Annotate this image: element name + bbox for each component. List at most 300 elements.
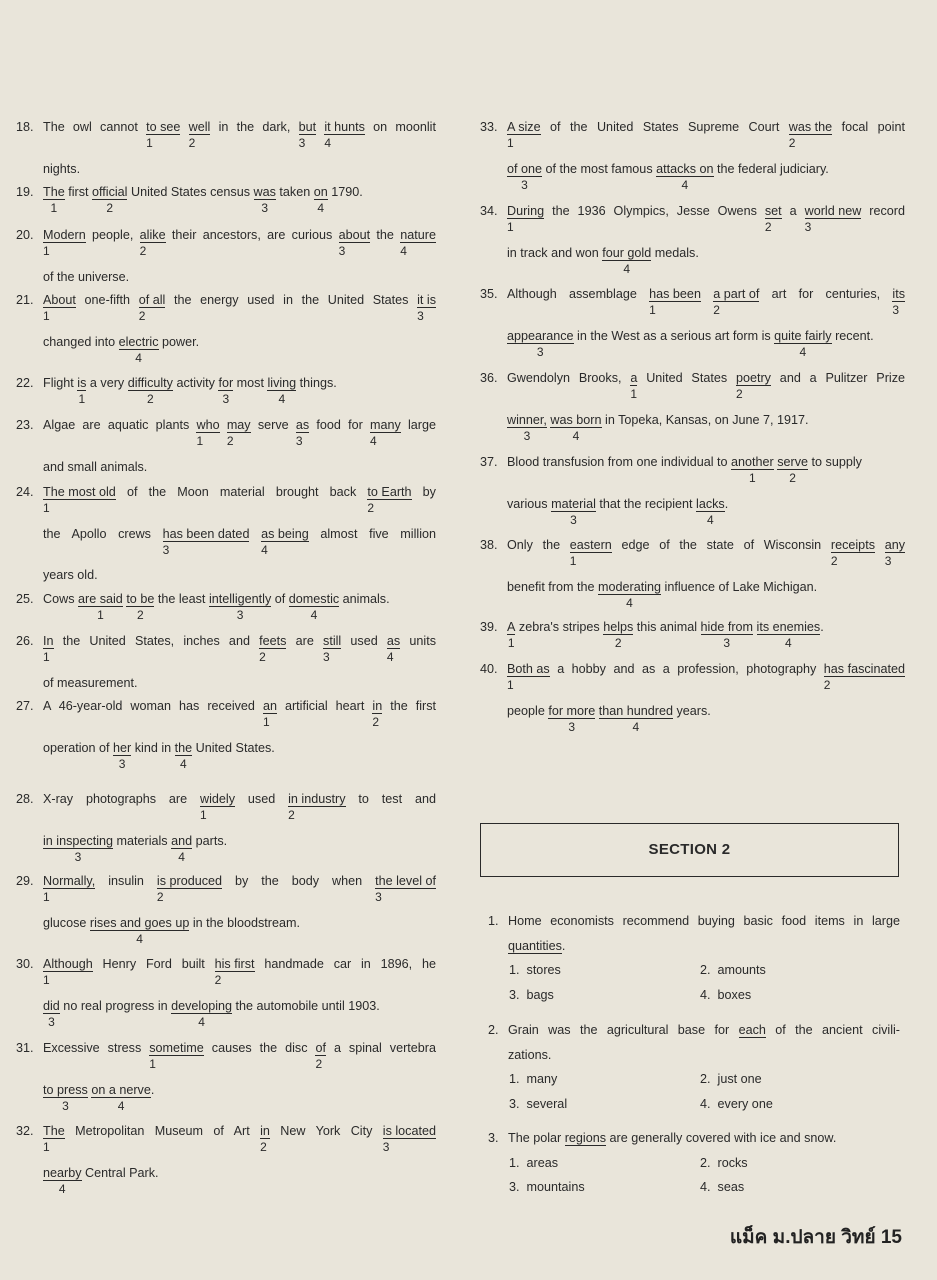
option-number: 4.	[700, 1096, 711, 1111]
question-number: 26.	[16, 634, 34, 648]
choice-text: as	[295, 418, 310, 432]
question-line	[43, 185, 436, 215]
underlined-choice	[603, 620, 634, 650]
choice-text: as being	[261, 526, 309, 541]
choice-number: 3	[884, 554, 892, 568]
choice-text: on	[313, 185, 328, 199]
choice-number: 3	[521, 177, 528, 192]
choice-text: winner,	[507, 412, 547, 427]
underlined-choice	[598, 579, 662, 610]
choice-text: did	[43, 998, 60, 1013]
sentence-text: the	[370, 228, 401, 242]
option-text: several	[526, 1096, 568, 1111]
choice-number: 1	[649, 303, 656, 317]
sentence-text: people,	[85, 228, 140, 242]
choice-number: 2	[288, 808, 295, 822]
choice-number: 4	[178, 849, 185, 864]
sentence-text: by	[411, 485, 436, 499]
sentence-text: of measurement.	[43, 675, 138, 690]
sentence-text	[701, 287, 713, 301]
underlined-choice	[735, 371, 771, 401]
sentence-text: Although assemblage	[507, 287, 650, 301]
choice-number: 3	[536, 344, 544, 359]
question-line	[43, 699, 437, 729]
option-number: 4.	[700, 987, 711, 1002]
sentence-text: are	[286, 634, 324, 648]
choice-number: 4	[117, 1098, 125, 1113]
sentence-text: Henry Ford built	[92, 957, 215, 971]
answer-option[interactable]	[509, 1156, 558, 1170]
option-number: 3.	[509, 1180, 520, 1194]
choice-number: 4	[317, 201, 325, 215]
sentence-text: artificial heart	[276, 699, 373, 713]
sentence-text: years old.	[43, 568, 98, 582]
choice-text: developing	[171, 998, 233, 1013]
question-line	[43, 915, 436, 946]
choice-number: 3	[118, 756, 126, 771]
sentence-text: 1790.	[327, 185, 363, 199]
choice-number: 3	[892, 303, 900, 317]
choice-number: 1	[262, 715, 270, 729]
sentence-text: serve	[250, 418, 296, 432]
question-number: 36.	[480, 371, 498, 385]
choice-text: a	[630, 371, 638, 385]
underlined-choice	[43, 1165, 82, 1196]
sentence-text: a spinal vertebra	[326, 1041, 437, 1055]
question-line	[507, 579, 905, 610]
choice-number: 2	[259, 650, 266, 664]
sentence-text: Gwendolyn Brooks,	[507, 371, 631, 385]
choice-text: eastern	[569, 538, 612, 552]
sentence-text: A 46-year-old woman has received	[43, 699, 263, 713]
underlined-choice	[43, 485, 116, 515]
question-number: 39.	[480, 620, 498, 634]
underlined-choice	[43, 998, 60, 1029]
underlined-choice	[43, 833, 114, 864]
underlined-choice	[507, 328, 574, 359]
underlined-choice	[174, 740, 193, 771]
underlined-choice	[713, 287, 760, 317]
answer-option[interactable]	[700, 963, 766, 977]
sentence-text: the 1936 Olympics, Jesse Owens	[544, 204, 765, 218]
sentence-text: New York City	[269, 1124, 383, 1138]
question-line	[507, 412, 905, 443]
sentence-text: .	[561, 938, 566, 953]
answer-option[interactable]	[700, 1180, 744, 1194]
question-number: 34.	[480, 204, 498, 218]
underlined-choice	[324, 120, 365, 150]
sentence-text: and a Pulitzer Prize	[770, 371, 905, 385]
choice-text: a part of	[713, 287, 760, 301]
question-line	[507, 161, 905, 192]
answer-option[interactable]	[700, 1072, 762, 1086]
question-line	[508, 1048, 900, 1062]
sentence-text: edge of the state of Wisconsin	[611, 538, 831, 552]
sentence-text: this animal	[633, 620, 701, 634]
choice-text: in	[260, 1124, 270, 1138]
option-text: every one	[717, 1096, 773, 1111]
sentence-text: taken	[275, 185, 314, 199]
choice-number: 2	[146, 392, 154, 406]
sentence-text: the least	[154, 592, 209, 606]
question-line	[508, 914, 900, 928]
answer-option[interactable]	[700, 988, 751, 1002]
underlined-choice	[260, 1124, 270, 1154]
sentence-text: .	[724, 496, 729, 511]
choice-text: may	[226, 418, 251, 432]
question-line	[508, 1131, 900, 1146]
sentence-text: .	[150, 1082, 155, 1097]
option-text: stores	[526, 963, 561, 977]
sentence-text: art for centuries,	[759, 287, 893, 301]
question-line	[43, 998, 436, 1029]
choice-number: 1	[78, 392, 86, 406]
sentence-text: no real progress in	[59, 998, 172, 1013]
choice-number: 4	[369, 434, 377, 448]
sentence-text: of the Moon material brought back	[115, 485, 368, 499]
question-line	[43, 568, 436, 582]
choice-number: 4	[623, 261, 631, 276]
underlined-choice	[259, 634, 287, 664]
section-2-header-box	[480, 823, 899, 877]
choice-text: has been	[649, 287, 701, 301]
question-number: 33.	[480, 120, 498, 134]
sentence-text: in the bloodstream.	[189, 915, 300, 930]
choice-text: to see	[146, 120, 181, 134]
choice-text: still	[323, 634, 342, 648]
sentence-text: people	[507, 703, 549, 718]
question-line	[507, 662, 905, 692]
choice-text: in	[372, 699, 383, 713]
sentence-text: zations.	[508, 1047, 552, 1062]
sentence-text: operation of	[43, 740, 114, 755]
underlined-choice	[43, 874, 96, 904]
answer-option[interactable]	[509, 1097, 567, 1111]
choice-number: 3	[62, 1098, 69, 1113]
underlined-choice	[598, 703, 673, 734]
choice-text: hide from	[700, 620, 754, 634]
answer-option[interactable]	[700, 1097, 773, 1111]
choice-text: is produced	[156, 874, 223, 888]
underlined-choice	[830, 538, 875, 568]
choice-number: 2	[764, 220, 772, 234]
sentence-text: almost five million	[308, 526, 436, 541]
question-line	[43, 957, 436, 987]
choice-number: 1	[43, 244, 50, 258]
choice-number: 2	[735, 387, 743, 401]
question-line	[43, 526, 436, 557]
answer-option[interactable]	[509, 988, 554, 1002]
underlined-choice	[298, 120, 317, 150]
question-line	[43, 1124, 436, 1154]
question-line	[43, 228, 436, 258]
question-line	[43, 634, 437, 664]
underlined-choice	[367, 485, 412, 515]
question-line	[507, 703, 905, 734]
underlined-choice	[313, 185, 328, 215]
question-number: 35.	[480, 287, 498, 301]
choice-text: has been dated	[162, 526, 250, 541]
sentence-text	[316, 120, 324, 134]
choice-number: 4	[799, 344, 807, 359]
sentence-text: used	[235, 792, 289, 806]
choice-text: rises and goes up	[89, 915, 190, 930]
sentence-text: used	[341, 634, 387, 648]
choice-text: quite fairly	[774, 328, 832, 343]
answer-option[interactable]	[509, 1072, 557, 1086]
choice-text: an	[262, 699, 277, 713]
answer-option[interactable]	[700, 1156, 748, 1170]
sentence-text: Blood transfusion from one individual to	[507, 455, 732, 469]
choice-text: A	[507, 620, 516, 634]
choice-text: About	[43, 293, 76, 307]
choice-number: 4	[261, 542, 268, 557]
choice-number: 3	[261, 201, 269, 215]
choice-number: 1	[196, 434, 204, 448]
sentence-text: in the dark,	[210, 120, 299, 134]
choice-number: 4	[785, 636, 792, 650]
sentence-text: medals.	[651, 245, 699, 260]
choice-text: quantities	[508, 938, 562, 953]
underlined-choice	[43, 228, 86, 258]
sentence-text: the energy used in the United States	[165, 293, 418, 307]
choice-text: of all	[138, 293, 166, 307]
choice-text: in inspecting	[43, 833, 114, 848]
sentence-text: X-ray photographs are	[43, 792, 200, 806]
choice-number: 3	[323, 650, 330, 664]
underlined-choice	[113, 740, 132, 771]
underlined-choice	[382, 1124, 436, 1154]
sentence-text: are generally covered with ice and snow.	[606, 1131, 837, 1145]
question-line	[507, 287, 905, 317]
choice-number: 4	[626, 595, 633, 610]
choice-number: 1	[507, 678, 514, 692]
choice-number: 2	[156, 890, 164, 904]
option-text: mountains	[526, 1180, 585, 1194]
choice-text: about	[338, 228, 371, 242]
sentence-text: various	[507, 496, 552, 511]
choice-number: 1	[149, 1057, 156, 1071]
choice-text: has fascinated	[823, 662, 905, 676]
sentence-text: Central Park.	[81, 1165, 159, 1180]
choice-number: 4	[572, 428, 580, 443]
choice-number: 4	[58, 1181, 66, 1196]
choice-number: 1	[749, 471, 756, 485]
choice-number: 3	[222, 392, 230, 406]
sentence-text: the United States, inches and	[53, 634, 260, 648]
sentence-text: the federal judiciary.	[713, 161, 829, 176]
question-number: 40.	[480, 662, 498, 676]
choice-text: official	[92, 185, 128, 199]
sentence-text	[875, 538, 885, 552]
question-line	[43, 162, 436, 176]
underlined-choice	[253, 185, 276, 215]
sentence-text: that the recipient	[595, 496, 697, 511]
question-line	[507, 328, 905, 359]
choice-text: another	[731, 455, 774, 469]
choice-text: of one	[507, 161, 543, 176]
choice-text: than hundred	[598, 703, 673, 718]
question-number: 31.	[16, 1041, 34, 1055]
sentence-text	[180, 120, 188, 134]
question-line	[507, 204, 905, 234]
choice-number: 4	[707, 512, 714, 527]
choice-text: her	[113, 740, 132, 755]
choice-number: 2	[788, 136, 796, 150]
question-line	[43, 1165, 436, 1196]
underlined-choice	[171, 998, 233, 1029]
underlined-choice	[884, 538, 906, 568]
sentence-text: parts.	[192, 833, 228, 848]
underlined-choice	[548, 703, 596, 734]
choice-number: 1	[43, 309, 50, 323]
choice-number: 4	[632, 719, 640, 734]
choice-text: on a nerve	[91, 1082, 151, 1097]
underlined-choice	[602, 245, 652, 276]
question-line	[43, 120, 436, 150]
option-text: many	[526, 1072, 558, 1086]
choice-number: 2	[138, 309, 146, 323]
choice-number: 3	[523, 428, 531, 443]
choice-text: was born	[550, 412, 602, 427]
sentence-text	[249, 527, 261, 541]
choice-text: its enemies	[756, 620, 821, 634]
sentence-text: of the ancient civili-	[765, 1023, 900, 1037]
underlined-choice	[756, 620, 821, 650]
choice-number: 2	[106, 201, 114, 215]
choice-text: but	[298, 120, 317, 134]
option-number: 1.	[509, 1072, 520, 1086]
underlined-choice	[400, 228, 436, 258]
sentence-text: Only the	[507, 538, 570, 552]
choice-number: 4	[180, 756, 187, 771]
sentence-text: activity	[172, 376, 219, 390]
option-number: 3.	[509, 1096, 520, 1111]
sentence-text: causes the disc	[203, 1041, 316, 1055]
underlined-choice	[777, 455, 809, 485]
underlined-choice	[386, 634, 401, 664]
choice-text: of	[315, 1041, 326, 1055]
answer-option[interactable]	[509, 963, 561, 977]
underlined-choice	[288, 592, 340, 622]
choice-number: 3	[48, 1014, 55, 1029]
question-line	[507, 455, 905, 485]
question-number: 28.	[16, 792, 34, 806]
choice-number: 1	[43, 501, 50, 515]
choice-text: feets	[259, 634, 287, 648]
sentence-text: and small animals.	[43, 459, 148, 474]
option-text: seas	[717, 1180, 745, 1194]
choice-text: living	[267, 376, 297, 390]
underlined-choice	[89, 915, 190, 946]
option-number: 1.	[509, 963, 520, 977]
question-number: 19.	[16, 185, 34, 199]
underlined-choice	[126, 592, 155, 622]
choice-text: each	[738, 1023, 766, 1037]
sentence-text: the Apollo crews	[43, 526, 163, 541]
underlined-choice	[696, 496, 725, 527]
sentence-text: United States.	[192, 740, 275, 755]
sentence-text: units	[400, 634, 437, 648]
choice-number: 1	[43, 650, 50, 664]
choice-text: A size	[507, 120, 541, 134]
sentence-text: glucose	[43, 915, 90, 930]
sentence-text: of the most famous	[542, 161, 657, 176]
option-text: boxes	[717, 987, 752, 1002]
choice-text: serve	[777, 455, 809, 469]
question-line	[43, 833, 436, 864]
question-number: 37.	[480, 455, 498, 469]
option-number: 4.	[700, 1180, 711, 1194]
sentence-text: animals.	[339, 592, 390, 606]
choice-number: 3	[375, 890, 382, 904]
choice-text: domestic	[288, 592, 340, 606]
choice-number: 1	[43, 890, 50, 904]
choice-text: electric	[118, 334, 159, 349]
underlined-choice	[731, 455, 774, 485]
underlined-choice	[550, 412, 602, 443]
choice-number: 4	[278, 392, 286, 406]
sentence-text: the automobile until 1903.	[232, 998, 380, 1013]
sentence-text: United States census	[127, 185, 254, 199]
underlined-choice	[338, 228, 371, 258]
choice-text: Both as	[507, 662, 550, 676]
sentence-text: benefit from the	[507, 579, 599, 594]
underlined-choice	[92, 185, 128, 215]
question-line	[508, 939, 900, 954]
choice-number: 3	[804, 220, 812, 234]
underlined-choice	[149, 1041, 204, 1071]
sentence-text: The owl cannot	[43, 120, 147, 134]
choice-text: Although	[43, 957, 93, 971]
choice-text: regions	[564, 1131, 607, 1145]
question-line	[43, 874, 437, 904]
choice-text: lacks	[696, 496, 725, 511]
underlined-choice	[764, 204, 782, 234]
choice-number: 2	[136, 608, 144, 622]
sentence-text: a	[781, 204, 805, 218]
choice-number: 1	[200, 808, 207, 822]
underlined-choice	[774, 328, 832, 359]
choice-text: for more	[548, 703, 596, 718]
underlined-choice	[156, 874, 223, 904]
answer-option[interactable]	[509, 1180, 585, 1194]
question-line	[43, 1082, 436, 1113]
choice-number: 2	[372, 715, 380, 729]
choice-number: 3	[723, 636, 731, 650]
underlined-choice	[43, 1082, 88, 1113]
question-line	[43, 676, 436, 690]
sentence-text: of the United States Supreme Court	[540, 120, 789, 134]
sentence-text: Algae are aquatic plants	[43, 418, 197, 432]
underlined-choice	[892, 287, 905, 317]
sentence-text: by the body when	[222, 874, 376, 888]
choice-text: The	[43, 185, 65, 199]
sentence-text: of the universe.	[43, 269, 130, 284]
choice-text: receipts	[830, 538, 875, 552]
underlined-choice	[200, 792, 235, 822]
choice-text: The	[43, 1124, 65, 1138]
question-number: 30.	[16, 957, 34, 971]
sentence-text: zebra's stripes	[515, 620, 604, 634]
underlined-choice	[226, 418, 251, 448]
choice-text: it hunts	[324, 120, 365, 134]
underlined-choice	[372, 699, 383, 729]
choice-text: was	[253, 185, 276, 199]
choice-text: it is	[417, 293, 436, 307]
choice-number: 3	[338, 244, 346, 258]
choice-number: 4	[324, 136, 331, 150]
